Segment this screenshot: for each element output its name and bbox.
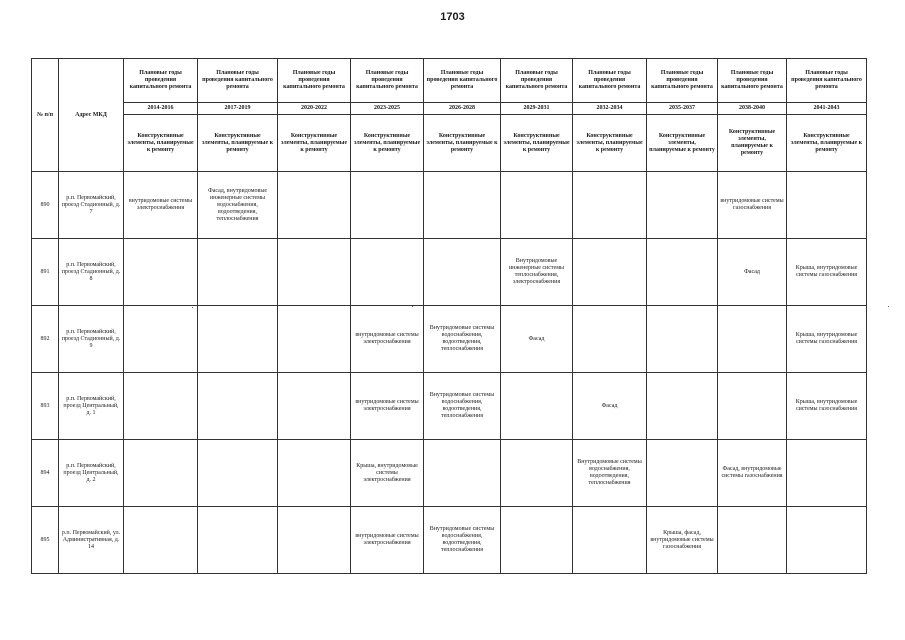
elements-header: Конструктивные элементы, планируемые к ремонту (718, 115, 787, 172)
col-num-header: № п/п (32, 59, 59, 172)
table-cell: Фасад, внутридомовые инженерные системы водоснабжения, водоотведения, теплоснабжения (198, 172, 278, 239)
planned-header: Плановые годы проведения капитального ремонта (501, 59, 573, 103)
row-number: 892 (32, 306, 59, 373)
planned-header: Плановые годы проведения капитального ремонта (424, 59, 501, 103)
table-cell (573, 507, 647, 574)
row-address: р.п. Первомайский, проезд Стадионный, д. 8 (59, 239, 124, 306)
table-row (32, 306, 867, 373)
table-cell (647, 373, 718, 440)
table-row (32, 373, 867, 440)
table-cell (278, 507, 351, 574)
table-cell (278, 373, 351, 440)
elements-header: Конструктивные элементы, планируемые к ремонту (647, 115, 718, 172)
row-number: 893 (32, 373, 59, 440)
row-number: 895 (32, 507, 59, 574)
table-cell: Фасад (718, 239, 787, 306)
period-header: 2029-2031 (501, 103, 573, 115)
table-cell (278, 239, 351, 306)
table-cell: Внутридомовые системы водоснабжения, водоотведения, теплоснабжения (573, 440, 647, 507)
elements-header: Конструктивные элементы, планируемые к ремонту (787, 115, 867, 172)
table-cell (501, 507, 573, 574)
table-cell (198, 306, 278, 373)
page-number: 1703 (440, 11, 465, 23)
col-address-header: Адрес МКД (59, 59, 124, 172)
table-cell (573, 306, 647, 373)
planned-header: Плановые годы проведения капитального ремонта (198, 59, 278, 103)
scan-speck (412, 306, 413, 307)
table-cell (787, 172, 867, 239)
table-cell: Внутридомовые системы водоснабжения, водоотведения, теплоснабжения (424, 306, 501, 373)
planned-header: Плановые годы проведения капитального ремонта (647, 59, 718, 103)
table-cell: Крыша, внутридомовые системы газоснабжения (787, 239, 867, 306)
elements-header: Конструктивные элементы, планируемые к ремонту (351, 115, 424, 172)
planned-header: Плановые годы проведения капитального ремонта (573, 59, 647, 103)
period-header: 2038-2040 (718, 103, 787, 115)
table-cell: внутридомовые системы электроснабжения (351, 306, 424, 373)
table-cell (124, 507, 198, 574)
table-cell: Крыша, фасад, внутридомовые системы газоснабжения (647, 507, 718, 574)
table-cell: Внутридомовые инженерные системы теплоснабжения, электроснабжения (501, 239, 573, 306)
table-cell: Крыша, внутридомовые системы газоснабжения (787, 306, 867, 373)
planned-header: Плановые годы проведения капитального ремонта (351, 59, 424, 103)
period-header: 2023-2025 (351, 103, 424, 115)
table-cell (124, 440, 198, 507)
header-row-years (32, 103, 867, 115)
table-cell (501, 440, 573, 507)
table-cell: внутридомовые системы электроснабжения (351, 507, 424, 574)
row-address: р.п. Первомайский, проезд Центральный, д. 2 (59, 440, 124, 507)
elements-header: Конструктивные элементы, планируемые к ремонту (198, 115, 278, 172)
table-cell: Крыша, внутридомовые системы газоснабжения (787, 373, 867, 440)
table-cell (647, 306, 718, 373)
table-cell (573, 239, 647, 306)
table-cell (647, 239, 718, 306)
planned-header: Плановые годы проведения капитального ремонта (124, 59, 198, 103)
planned-header: Плановые годы проведения капитального ремонта (787, 59, 867, 103)
row-number: 891 (32, 239, 59, 306)
elements-header: Конструктивные элементы, планируемые к ремонту (501, 115, 573, 172)
table-cell (278, 172, 351, 239)
table-cell (718, 507, 787, 574)
row-number: 894 (32, 440, 59, 507)
table-cell: Фасад, внутридомовые системы газоснабжения (718, 440, 787, 507)
table-cell: внутридомовые системы газоснабжения (718, 172, 787, 239)
table-row (32, 507, 867, 574)
elements-header: Конструктивные элементы, планируемые к ремонту (424, 115, 501, 172)
table-cell (198, 440, 278, 507)
table-cell (278, 306, 351, 373)
elements-header: Конструктивные элементы, планируемые к ремонту (573, 115, 647, 172)
table-cell (424, 239, 501, 306)
table-cell: Внутридомовые системы водоснабжения, водоотведения, теплоснабжения (424, 373, 501, 440)
table-cell (647, 172, 718, 239)
table-cell (647, 440, 718, 507)
table-cell (787, 507, 867, 574)
table-cell: Крыша, внутридомовые системы электроснабжения (351, 440, 424, 507)
row-address: р.п. Первомайский, ул. Административная, д. 14 (59, 507, 124, 574)
table-cell (424, 172, 501, 239)
planned-header: Плановые годы проведения капитального ремонта (278, 59, 351, 103)
table-cell (351, 239, 424, 306)
table-cell (351, 172, 424, 239)
row-number: 890 (32, 172, 59, 239)
period-header: 2032-2034 (573, 103, 647, 115)
row-address: р.п. Первомайский, проезд Центральный, д. 1 (59, 373, 124, 440)
table-cell (573, 172, 647, 239)
period-header: 2017-2019 (198, 103, 278, 115)
table-cell (124, 373, 198, 440)
header-row-planned (32, 59, 867, 103)
table-cell (501, 373, 573, 440)
period-header: 2041-2043 (787, 103, 867, 115)
elements-header: Конструктивные элементы, планируемые к ремонту (124, 115, 198, 172)
elements-header: Конструктивные элементы, планируемые к ремонту (278, 115, 351, 172)
table-cell (424, 440, 501, 507)
table-cell (124, 306, 198, 373)
period-header: 2020-2022 (278, 103, 351, 115)
table-cell: внутридомовые системы электроснабжения (124, 172, 198, 239)
scan-speck (888, 306, 889, 307)
scan-speck (192, 307, 193, 308)
table-cell: Фасад (573, 373, 647, 440)
table-cell: Фасад (501, 306, 573, 373)
table-cell (718, 373, 787, 440)
table-row (32, 172, 867, 239)
planned-header: Плановые годы проведения капитального ремонта (718, 59, 787, 103)
table-cell (198, 373, 278, 440)
header-row-elements (32, 115, 867, 172)
table-row (32, 440, 867, 507)
table-cell (124, 239, 198, 306)
period-header: 2035-2037 (647, 103, 718, 115)
table-cell (278, 440, 351, 507)
period-header: 2014-2016 (124, 103, 198, 115)
period-header: 2026-2028 (424, 103, 501, 115)
capital-repair-table (31, 58, 867, 574)
table-cell (501, 172, 573, 239)
table-cell (718, 306, 787, 373)
table-cell: Внутридомовые системы водоснабжения, водоотведения, теплоснабжения (424, 507, 501, 574)
table-row (32, 239, 867, 306)
row-address: р.п. Первомайский, проезд Стадионный, д. 7 (59, 172, 124, 239)
table-cell: внутридомовые системы электроснабжения (351, 373, 424, 440)
row-address: р.п. Первомайский, проезд Стадионный, д. 9 (59, 306, 124, 373)
table-cell (198, 239, 278, 306)
table-cell (787, 440, 867, 507)
table-cell (198, 507, 278, 574)
table-body (32, 172, 867, 574)
